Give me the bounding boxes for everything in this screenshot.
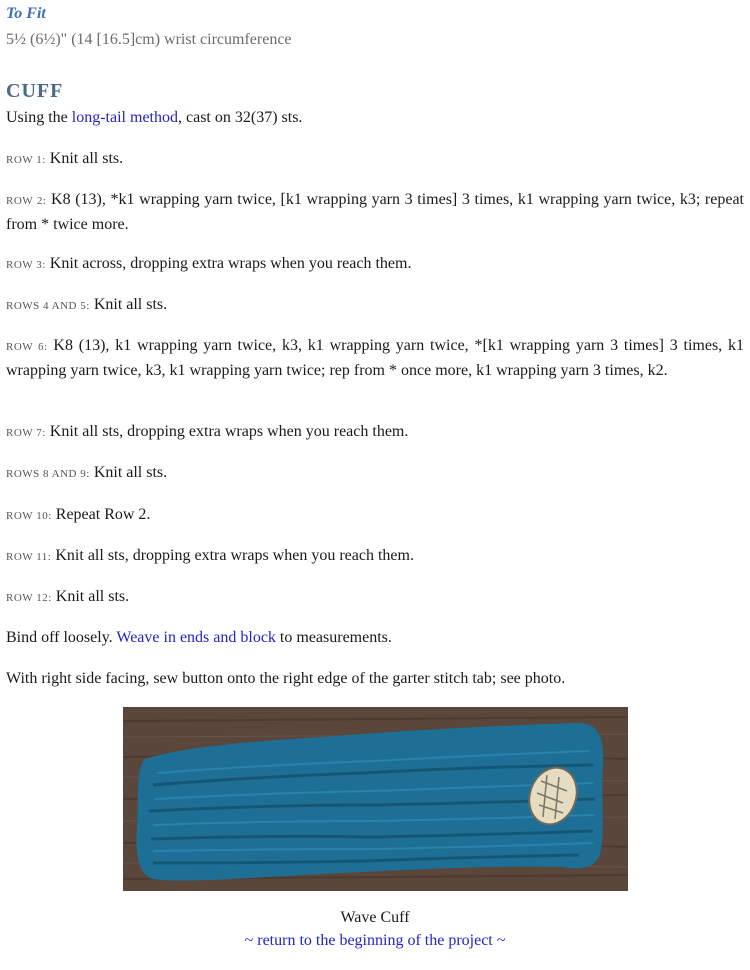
- row-text: Knit all sts.: [55, 588, 130, 605]
- row-label: ROW 12:: [6, 592, 52, 604]
- row-label: ROW 3:: [6, 259, 46, 271]
- row-text: K8 (13), *k1 wrapping yarn twice, [k1 wrapping yarn 3 times] 3 times, k1 wrapping yarn twice, k3; repeat from * twice more.: [6, 191, 745, 233]
- row-text: Knit across, dropping extra wraps when you reach them.: [49, 255, 412, 272]
- row-instruction: [6, 461, 744, 486]
- section-heading-cuff: CUFF: [6, 80, 64, 102]
- row-label: ROW 10:: [6, 510, 52, 522]
- row-label: ROWS 4 AND 5:: [6, 300, 90, 312]
- row-instruction: [6, 503, 744, 528]
- cast-on-instruction: [6, 106, 744, 129]
- weave-in-ends-link[interactable]: Weave in ends and block: [116, 629, 276, 646]
- bind-off-instruction: [6, 626, 744, 649]
- row-label: ROW 2:: [6, 195, 47, 207]
- row-text: Knit all sts.: [93, 464, 168, 481]
- row-instruction: [6, 252, 744, 277]
- row-text: Knit all sts, dropping extra wraps when you reach them.: [55, 547, 414, 564]
- row-text: Knit all sts.: [93, 296, 168, 313]
- row-instruction: [6, 293, 744, 318]
- cast-on-text-after: , cast on 32(37) sts.: [177, 109, 303, 126]
- row-label: ROWS 8 AND 9:: [6, 468, 90, 480]
- row-label: ROW 6:: [6, 341, 48, 353]
- row-text: Knit all sts, dropping extra wraps when you reach them.: [49, 423, 409, 440]
- row-label: ROW 11:: [6, 551, 52, 563]
- bind-off-text-after: to measurements.: [275, 629, 392, 646]
- return-to-project-link[interactable]: [6, 932, 744, 950]
- row-instruction: [6, 420, 744, 445]
- cast-on-text-before: Using the: [6, 109, 72, 126]
- row-instruction: [6, 544, 744, 569]
- bind-off-text-before: Bind off loosely.: [6, 629, 117, 646]
- row-instruction: [6, 334, 744, 382]
- row-instruction: [6, 147, 744, 172]
- row-text: Repeat Row 2.: [55, 506, 151, 523]
- row-text: Knit all sts.: [49, 150, 124, 167]
- to-fit-value: 5½ (6½)" (14 [16.5]cm) wrist circumference: [6, 31, 292, 48]
- wave-cuff-photo: [123, 707, 628, 891]
- row-label: ROW 7:: [6, 427, 46, 439]
- long-tail-method-link[interactable]: long-tail method: [71, 109, 178, 126]
- row-label: ROW 1:: [6, 154, 46, 166]
- row-instruction: [6, 585, 744, 610]
- row-text: K8 (13), k1 wrapping yarn twice, k3, k1 wrapping yarn twice, *[k1 wrapping yarn 3 times] 3 times, k1 wrapping yarn twice, k3, k1 wrapping yarn twice; rep from * once more, k1 wrapping yarn 3 times, k2.: [6, 337, 744, 379]
- button-instruction: With right side facing, sew button onto the right edge of the garter stitch tab; see photo.: [6, 670, 566, 687]
- to-fit-title: To Fit: [6, 5, 46, 22]
- return-to-project-link-text[interactable]: ~ return to the beginning of the project ~: [244, 932, 506, 949]
- row-instruction: [6, 188, 744, 236]
- photo-caption: Wave Cuff: [340, 909, 410, 926]
